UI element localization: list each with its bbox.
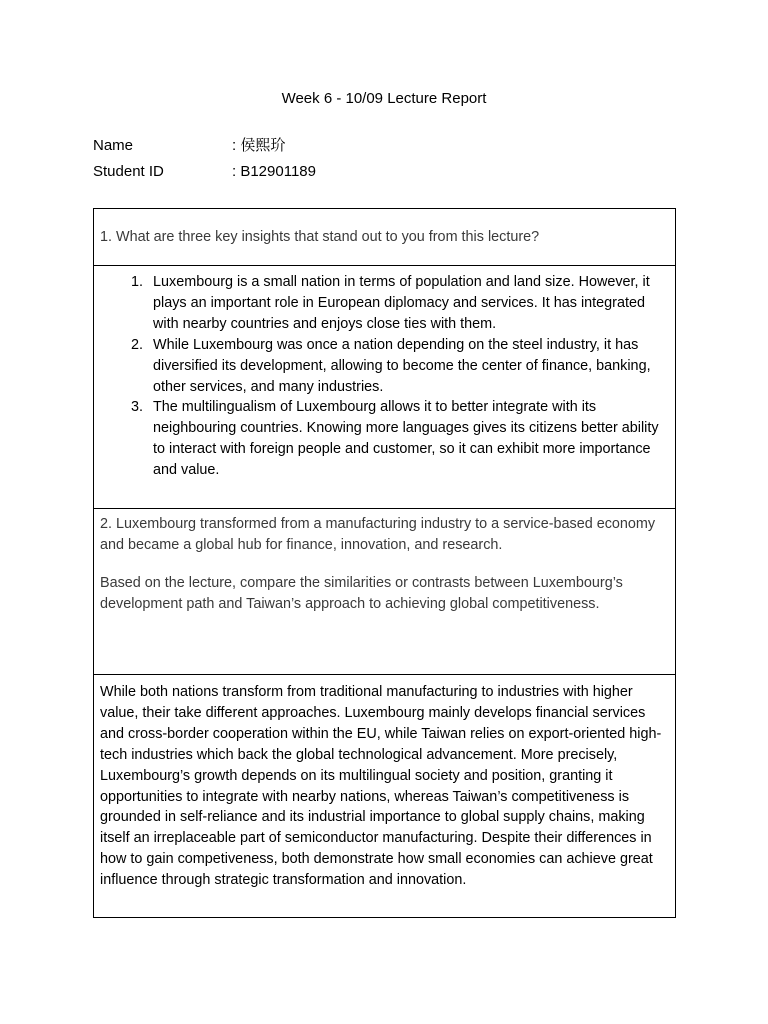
- student-id-value: : B12901189: [232, 163, 316, 180]
- question-1-cell: [94, 209, 675, 266]
- question-1-prompt: 1. What are three key insights that stand out to you from this lecture?: [100, 229, 540, 245]
- answer-1-cell: [94, 266, 675, 509]
- name-value: : 侯熙玠: [232, 137, 286, 154]
- report-title: Week 6 - 10/09 Lecture Report: [281, 90, 487, 107]
- question-2-prompt: Based on the lecture, compare the similarities or contrasts between Luxembourg’s development path and Taiwan’s approach to achieving global competitiveness.: [100, 574, 623, 612]
- name-row: [93, 136, 393, 156]
- insights-list: [100, 272, 669, 481]
- student-id-row: [93, 162, 393, 182]
- question-2-context: 2. Luxembourg transformed from a manufacturing industry to a service-based economy and became a global hub for finance, innovation, and research.: [100, 516, 656, 553]
- report-table: [93, 208, 676, 918]
- answer-2-cell: [94, 675, 675, 917]
- list-item: 3. The multilingualism of Luxembourg allows it to better integrate with its neighbouring countries. Knowing more languages gives its citizens better ability to interact with foreign people and customer, so it can exhibit more importance and value.: [147, 397, 669, 481]
- list-item: 1. Luxembourg is a small nation in terms of population and land size. However, it plays an important role in European diplomacy and services. It has integrated with nearby countries and enjoys close ties with them.: [147, 272, 669, 335]
- student-id-label: Student ID: [93, 163, 164, 180]
- name-label: Name: [93, 137, 134, 154]
- list-item: 2. While Luxembourg was once a nation depending on the steel industry, it has diversified its development, allowing to become the center of finance, banking, other services, and many industries.: [147, 335, 669, 398]
- question-2-cell: [94, 509, 675, 675]
- answer-2-text: While both nations transform from traditional manufacturing to industries with higher value, their take different approaches. Luxembourg mainly develops financial services and cross-border cooperation within the EU, while Taiwan relies on export-oriented high-tech industries which back the global technological advancement. More precisely, Luxembourg’s growth depends on its multilingual society and position, granting it opportunities to integrate with nearby nations, whereas Taiwan’s competitiveness is grounded in self-reliance and its industrial importance to global supply chains, making itself an irreplaceable part of semiconductor manufacturing. Despite their differences in how to gain competiveness, both demonstrate how small economies can achieve great influence through strategic transformation and innovation.: [100, 684, 662, 889]
